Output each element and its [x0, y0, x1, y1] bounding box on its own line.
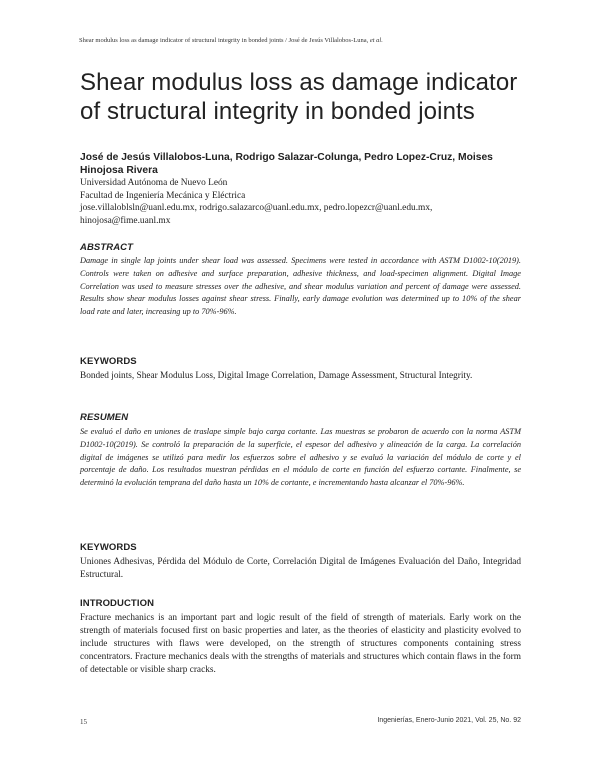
introduction-heading: INTRODUCTION: [80, 598, 155, 609]
running-header: [79, 37, 529, 44]
author-list: José de Jesús Villalobos-Luna, Rodrigo Salazar-Colunga, Pedro Lopez-Cruz, Moises Hinojosa Rivera: [80, 152, 493, 176]
affiliation-block: [80, 177, 525, 227]
keywords-es-text: Uniones Adhesivas, Pérdida del Módulo de Corte, Correlación Digital de Imágenes Evaluación del Daño, Integridad Estructural.: [80, 557, 521, 580]
abstract-heading: ABSTRACT: [80, 242, 134, 253]
keywords-text: Bonded joints, Shear Modulus Loss, Digital Image Correlation, Damage Assessment, Structural Integrity.: [80, 371, 473, 381]
abstract-text: Damage in single lap joints under shear load was assessed. Specimens were tested in accordance with ASTM D1002-10(2019). Controls were taken on adhesive and surface preparation, adhesive thickness, and load-specimen alignment. Digital Image Correlation was used to measure stresses over the adhesive, and shear modulus variation and percent of damage were assessed. Results show shear modulus losses against shear stress. Finally, early damage evolution was determined up to 10% of the shear load rate and later, increasing up to 70%-96%.: [80, 256, 521, 317]
paper-title-line-1: Shear modulus loss as damage indicator: [80, 69, 518, 96]
author-emails: jose.villaloblsln@uanl.edu.mx, rodrigo.salazarco@uanl.edu.mx, pedro.lopezcr@uanl.edu.mx, hinojosa@fime.uanl.mx: [80, 203, 433, 226]
keywords-es-heading: KEYWORDS: [80, 542, 137, 553]
journal-footer: Ingenierías, Enero-Junio 2021, Vol. 25, No. 92: [377, 717, 521, 724]
page-number: 15: [80, 718, 87, 726]
running-header-text: Shear modulus loss as damage indicator of structural integrity in bonded joints / José de Jesús Villalobos-Luna,: [79, 37, 369, 44]
faculty-name: Facultad de Ingeniería Mecánica y Eléctrica: [80, 190, 246, 201]
keywords-heading: KEYWORDS: [80, 356, 137, 367]
paper-title-line-2: of structural integrity in bonded joints: [80, 98, 475, 125]
university-name: Universidad Autónoma de Nuevo León: [80, 178, 228, 188]
running-header-et-al: et al.: [369, 37, 383, 44]
paper-title: [80, 68, 540, 126]
resumen-heading: RESUMEN: [80, 412, 129, 423]
resumen-text: Se evaluó el daño en uniones de traslape simple bajo carga cortante. Las muestras se probaron de acuerdo con la norma ASTM D1002-10(2019). Se controló la preparación de la superficie, el espesor del adhesivo y alineación de la carga. La correlación digital de imágenes se utilizó para medir los esfuerzos sobre el adhesivo y se evaluó la variación del módulo de corte y el porcentaje de daño. Los resultados muestran pérdidas en el módulo de corte en función del esfuerzo cortante. Finalmente, se determinó la evolución temprana del daño hasta un 10% de cortante, e incrementando hasta alcanzar el 70%-96%.: [80, 427, 521, 488]
introduction-text: Fracture mechanics is an important part and logic result of the field of strength of materials. Early work on the strength of materials focused first on basic properties and later, as the theories of elasticity and plasticity evolved to include structures with flaws were developed, on the strength of structures components containing stress concentrators. Fracture mechanics deals with the strengths of materials and structures which contain flaws in the form of detectable or visible sharp cracks.: [80, 613, 521, 675]
